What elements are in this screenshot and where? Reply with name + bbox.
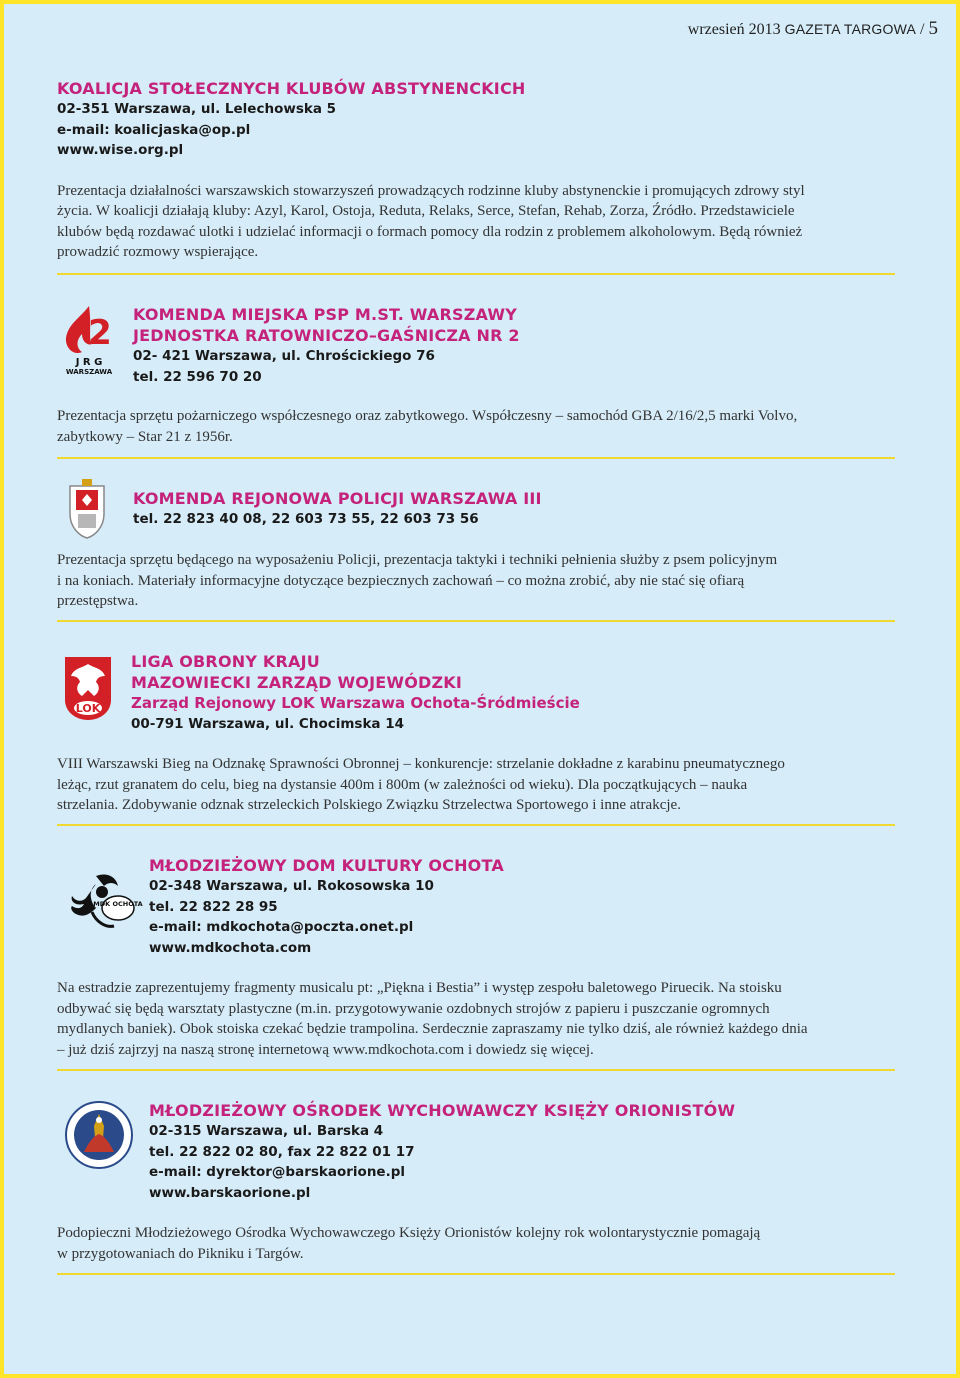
section-koalicja [57,78,895,263]
divider [57,457,895,459]
description-line: i na koniach. Materiały informacyjne dotyczące bezpiecznych zachowań – co można zrobić, aby nie stać się ofiarą [57,572,745,589]
email[interactable]: e-mail: mdkochota@poczta.onet.pl [149,919,414,935]
description-line: przestępstwa. [57,593,139,609]
header-magazine: GAZETA TARGOWA [784,21,917,37]
section-title-2: JEDNOSTKA RATOWNICZO–GAŚNICZA NR 2 [133,326,520,345]
section-title: KOMENDA MIEJSKA PSP M.ST. WARSZAWY [133,305,518,324]
description-line: prowadzić rozmowy wspierające. [57,244,259,260]
logo-city-text: WARSZAWA [65,368,113,376]
description-line: Podopieczni Młodzieżowego Ośrodka Wychowawczego Księży Orionistów kolejny rok wolontarystycznie pomagają [57,1225,761,1241]
website-link[interactable]: www.barskaorione.pl [149,1184,311,1201]
section-lok-heading [131,651,580,735]
description-line: życia. W koalicji działają kluby: Azyl, Karol, Ostoja, Reduta, Relaks, Serce, Stefan, Rehab, Zorza, Źródło. Przedstawiciele [57,203,795,219]
section-title: KOALICJA STOŁECZNYCH KLUBÓW ABSTYNENCKICH [57,79,526,98]
description-line: Prezentacja działalności warszawskich stowarzyszeń prowadzących rodzinne kluby abstynenckie i promujących zdrowy styl [57,182,805,199]
section-subtitle: Zarząd Rejonowy LOK Warszawa Ochota-Śródmieście [131,694,580,712]
divider [57,1273,895,1275]
lok-eagle-logo [62,654,114,722]
description-line: – już dziś zajrzyj na naszą stronę internetową www.mdkochota.com i dowiedz się więcej. [57,1041,594,1058]
divider [57,273,895,275]
page-header [688,18,938,40]
section-psp-heading [133,304,520,387]
divider [57,620,895,622]
divider [57,1069,895,1071]
police-crest-logo [64,476,110,540]
phone: tel. 22 596 70 20 [133,368,262,385]
header-month: wrzesień [687,21,745,38]
phone: tel. 22 822 28 95 [149,898,278,915]
section-policja-heading [133,488,542,530]
section-mdk-description [57,978,895,1060]
section-orionisci-heading [149,1100,735,1203]
logo-number: 2 [88,313,112,353]
address: 02-351 Warszawa, ul. Lelechowska 5 [57,101,337,117]
description-line: strzelania. Zdobywanie odznak strzeleckich Polskiego Związku Strzelectwa Sportowego i inne atrakcje. [57,797,681,813]
phone: tel. 22 822 02 80, fax 22 822 01 17 [149,1143,415,1160]
section-lok-description [57,754,895,816]
description-line: Na estradzie zaprezentujemy fragmenty musicalu pt: „Piękna i Bestia” i występ zespołu baletowego Piruecik. Na stoisku [57,980,782,996]
description-line: mydlanych baniek). Obok stoiska czekać będzie trampolina. Serdecznie zapraszamy nie tylko dziś, ale również każdego dnia [57,1021,808,1037]
section-orionisci-description [57,1223,895,1264]
description-line: klubów będą rozdawać ulotki i udzielać informacji o formach pomocy dla rodzin z problemem alkoholowym. Będą również [57,223,803,240]
section-policja-description [57,550,895,612]
email[interactable]: e-mail: dyrektor@barskaorione.pl [149,1164,406,1180]
description-line: Prezentacja sprzętu pożarniczego współczesnego oraz zabytkowego. Współczesny – samochód GBA 2/16/2,5 marki Volvo, [57,408,798,424]
orionists-seal-logo [64,1100,134,1170]
description-line: Prezentacja sprzętu będącego na wyposażeniu Policji, prezentacja taktyki i techniki pełnienia służby z psem policyjnym [57,552,778,568]
logo-lok-text: LOK [75,702,101,715]
address: 02- 421 Warszawa, ul. Chrościckiego 76 [133,348,435,364]
fire-brigade-jrg-logo [60,304,118,376]
description-line: leżąc, rzut granatem do celu, bieg na dystansie 400m i 800m (w zależności od wieku). Dla początkujących – nauka [57,776,748,793]
section-title: MŁODZIEŻOWY OŚRODEK WYCHOWAWCZY KSIĘŻY ORIONISTÓW [149,1101,736,1120]
section-psp-description [57,406,895,447]
mdk-mermaid-logo [66,868,143,938]
header-page-number: 5 [928,18,938,39]
description-line: w przygotowaniach do Pikniku i Targów. [57,1245,304,1262]
address: 02-315 Warszawa, ul. Barska 4 [149,1123,384,1139]
email[interactable]: e-mail: koalicjaska@op.pl [57,121,251,138]
description-line: odbywać się będą warsztaty plastyczne (m.in. przygotowywanie ozdobnych strojów z papieru i puszczanie ogromnych [57,1000,770,1017]
website-link[interactable]: www.mdkochota.com [149,939,312,956]
section-title: MŁODZIEŻOWY DOM KULTURY OCHOTA [149,856,504,875]
section-title: LIGA OBRONY KRAJU [131,652,320,671]
address: 02-348 Warszawa, ul. Rokosowska 10 [149,878,434,894]
description-line: VIII Warszawski Bieg na Odznakę Sprawności Obronnej – konkurencje: strzelanie dokładne z karabinu pneumatycznego [57,756,785,772]
website-link[interactable]: www.wise.org.pl [57,142,184,158]
section-title: KOMENDA REJONOWA POLICJI WARSZAWA III [133,489,542,508]
header-year: 2013 [748,21,781,38]
logo-jrg-text: J R G [75,357,103,368]
divider [57,824,895,826]
logo-mdk-text: MDK OCHOTA [93,900,143,908]
phone: tel. 22 823 40 08, 22 603 73 55, 22 603 73 56 [133,511,479,527]
header-separator: / [920,21,925,38]
description-line: zabytkowy – Star 21 z 1956r. [57,428,233,445]
section-mdk-heading [149,855,504,958]
address: 00-791 Warszawa, ul. Chocimska 14 [131,716,405,732]
section-title-2: MAZOWIECKI ZARZĄD WOJEWÓDZKI [131,673,463,692]
